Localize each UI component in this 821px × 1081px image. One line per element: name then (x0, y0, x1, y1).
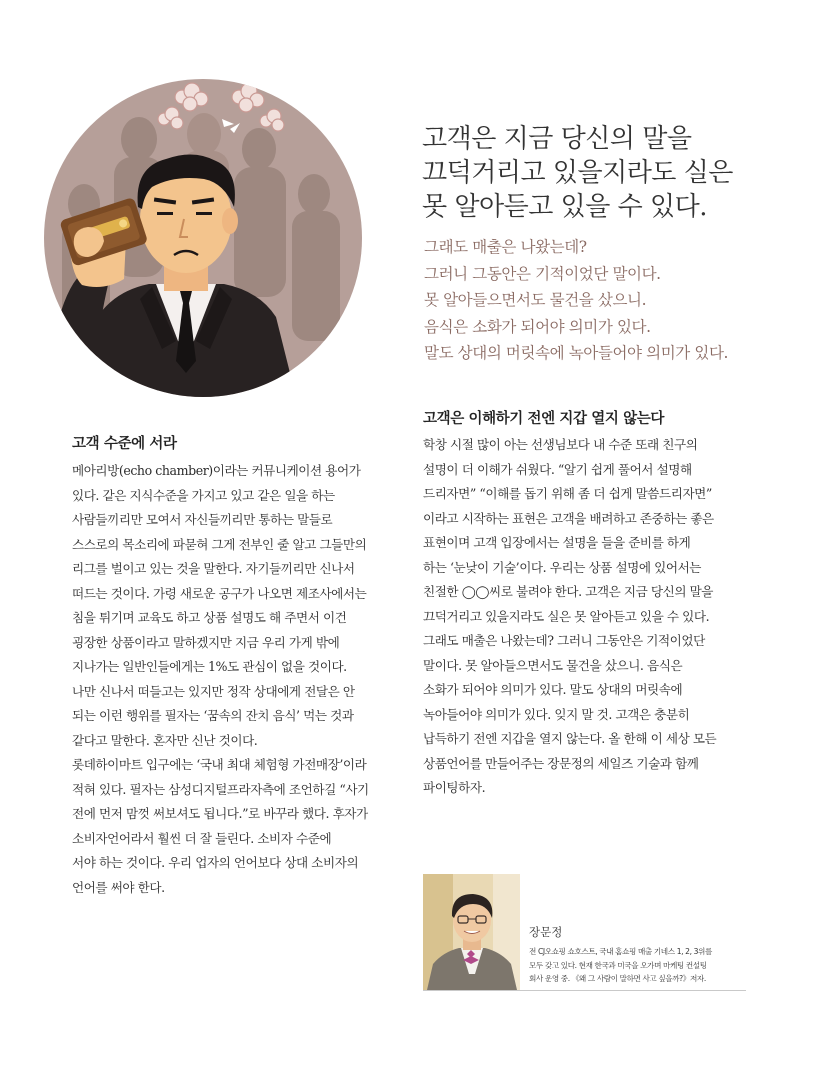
body-line: 침을 튀기며 교육도 하고 상품 설명도 해 주면서 이건 (72, 610, 347, 625)
left-section-body (72, 459, 402, 900)
body-line: 학창 시절 많이 아는 선생님보다 내 수준 또래 친구의 (423, 437, 698, 452)
illustration-svg (44, 79, 362, 397)
headline-line: 고객은 지금 당신의 말을 (422, 124, 692, 154)
headline-line: 끄덕거리고 있을지라도 실은 (422, 158, 733, 188)
body-line: 적혀 있다. 필자는 삼성디지털프라자측에 조언하길 “사기 (72, 781, 369, 797)
body-line: 떠드는 것이다. 가령 새로운 공구가 나오면 제조사에서는 (72, 585, 367, 601)
pull-quote-line: 그래도 매출은 나왔는데? (424, 238, 587, 256)
body-line: 설명이 더 이해가 쉬웠다. “알기 쉽게 풀어서 설명해 (423, 461, 692, 477)
body-line: 친절한 ◯◯씨로 불려야 한다. 고객은 지금 당신의 말을 (423, 584, 714, 599)
pull-quote-line: 음식은 소화가 되어야 의미가 있다. (424, 317, 651, 336)
body-line: 굉장한 상품이라고 말하겠지만 지금 우리 가게 밖에 (72, 634, 340, 650)
author-bio-line: 전 CJ오쇼핑 쇼호스트, 국내 홈쇼핑 매출 기네스 1, 2, 3위를 (529, 947, 712, 956)
author-photo (423, 874, 520, 990)
headline (422, 122, 802, 224)
body-line: 사람들끼리만 모여서 자신들끼리만 통하는 말들로 (72, 512, 333, 527)
right-section-body (423, 433, 763, 801)
body-line: 말이다. 못 알아들으면서도 물건을 샀으니. 음식은 (423, 657, 683, 673)
body-line: 파이팅하자. (423, 780, 486, 795)
body-line: 표현이며 고객 입장에서는 설명을 들을 준비를 하게 (423, 535, 691, 550)
author-bio-line: 모두 갖고 있다. 현재 한국과 미국을 오가며 마케팅 컨설팅 (529, 960, 707, 970)
body-line: 메아리방(echo chamber)이라는 커뮤니케이션 용어가 (72, 463, 361, 478)
body-line: 서야 하는 것이다. 우리 업자의 언어보다 상대 소비자의 (72, 855, 359, 870)
body-line: 하는 ‘눈낮이 기술’이다. 우리는 상품 설명에 있어서는 (423, 559, 702, 575)
author-bio (529, 945, 712, 986)
illustration-annoyed-customer (44, 79, 362, 397)
body-line: 소화가 되어야 의미가 있다. 말도 상대의 머릿속에 (423, 682, 683, 697)
body-line: 그래도 매출은 나왔는데? 그러니 그동안은 기적이었단 (423, 633, 705, 648)
author-portrait-svg (423, 874, 520, 990)
body-line: 롯데하이마트 입구에는 ‘국내 최대 체험형 가전매장’이라 (72, 757, 367, 772)
body-line: 언어를 써야 한다. (72, 879, 165, 895)
body-line: 지나가는 일반인들에게는 1%도 관심이 없을 것이다. (72, 659, 347, 674)
headline-line: 못 알아듣고 있을 수 있다. (422, 192, 707, 222)
author-name: 장문정 (529, 925, 563, 939)
body-line: 납득하기 전엔 지갑을 열지 않는다. 올 한해 이 세상 모든 (423, 731, 717, 746)
pull-quote-line: 말도 상대의 머릿속에 녹아들어야 의미가 있다. (424, 344, 729, 362)
author-divider (423, 990, 746, 991)
body-line: 나만 신나서 떠들고는 있지만 정작 상대에게 전달은 안 (72, 683, 355, 699)
body-line: 전에 먼저 맘껏 써보셔도 됩니다.”로 바꾸라 했다. 후자가 (72, 806, 368, 821)
pull-quote (424, 234, 804, 367)
pull-quote-line: 못 알아들으면서도 물건을 샀으니. (424, 291, 647, 309)
body-line: 같다고 말한다. 혼자만 신난 것이다. (72, 732, 258, 748)
body-line: 있다. 같은 지식수준을 가지고 있고 같은 일을 하는 (72, 487, 335, 503)
body-line: 되는 이런 행위를 필자는 ‘꿈속의 잔치 음식’ 먹는 것과 (72, 708, 354, 723)
body-line: 리그를 벌이고 있는 것을 말한다. 자기들끼리만 신나서 (72, 561, 355, 576)
body-line: 스스로의 목소리에 파묻혀 그게 전부인 줄 알고 그들만의 (72, 536, 367, 552)
body-line: 상품언어를 만들어주는 장문정의 세일즈 기술과 함께 (423, 755, 699, 771)
left-section-title: 고객 수준에 서라 (72, 436, 177, 452)
body-line: 이라고 시작하는 표현은 고객을 배려하고 존중하는 좋은 (423, 510, 714, 526)
body-line: 녹아들어야 의미가 있다. 잊지 말 것. 고객은 충분히 (423, 706, 690, 722)
body-line: 소비자언어라서 훨씬 더 잘 들린다. 소비자 수준에 (72, 830, 332, 846)
body-line: 드리자면” “이해를 돕기 위해 좀 더 쉽게 말씀드리자면” (423, 486, 712, 501)
pull-quote-line: 그러니 그동안은 기적이었단 말이다. (424, 264, 661, 283)
author-bio-line: 회사 운영 중. 《왜 그 사람이 말하면 사고 싶을까?》저자. (529, 974, 706, 983)
body-line: 끄덕거리고 있을지라도 실은 못 알아듣고 있을 수 있다. (423, 608, 710, 624)
right-section-title: 고객은 이해하기 전엔 지갑 열지 않는다 (423, 411, 664, 427)
